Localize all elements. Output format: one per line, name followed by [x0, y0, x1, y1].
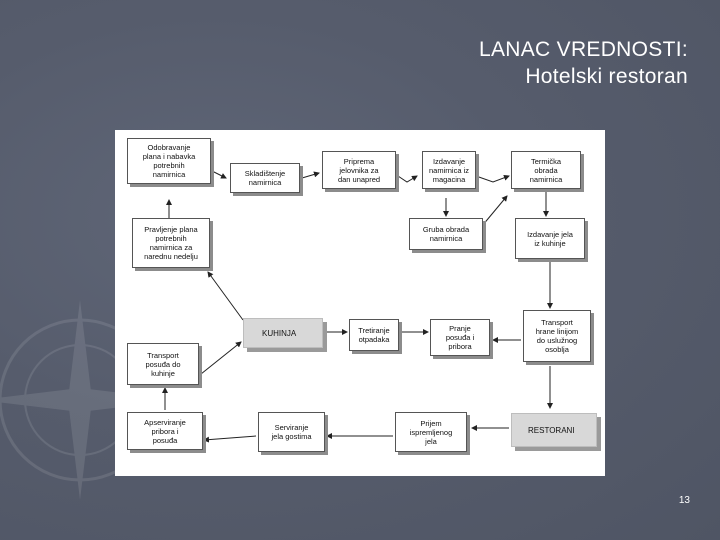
- box-odobravanje: Odobravanje plana i nabavka potrebnih namirnica: [127, 138, 211, 184]
- box-izdavanje-jela: Izdavanje jela iz kuhinje: [515, 218, 585, 259]
- box-gruba: Gruba obrada namirnica: [409, 218, 483, 250]
- box-transport-hrane: Transport hrane linijom do uslužnog osoblja: [523, 310, 591, 362]
- arrow-priprema-izdavanje: [398, 176, 417, 182]
- arrow-transport-kuhinja: [201, 342, 241, 374]
- arrow-skladistenje-priprema: [302, 173, 319, 178]
- box-serviranje: Serviranje jela gostima: [258, 412, 325, 452]
- box-skladistenje: Skladištenje namirnica: [230, 163, 300, 193]
- box-transport-posudja: Transport posuđa do kuhinje: [127, 343, 199, 385]
- box-prijem: Prijem ispremljenog jela: [395, 412, 467, 452]
- arrow-kuhinja-pravljenje: [208, 272, 243, 320]
- title-line-1: LANAC VREDNOSTI:: [478, 38, 688, 61]
- arrow-izdavanje-termicka: [476, 176, 509, 182]
- arrow-odobravanje-skladistenje: [210, 170, 226, 178]
- slide-title: [479, 36, 688, 90]
- arrow-serviranje-apserviranje: [204, 436, 256, 440]
- page-number: 13: [678, 495, 690, 506]
- box-tretiranje: Tretiranje otpadaka: [349, 319, 399, 351]
- box-pranje: Pranje posuđa i pribora: [430, 319, 490, 356]
- box-kuhinja: KUHINJA: [243, 318, 323, 348]
- box-pravljenje: Pravljenje plana potrebnih namirnica za narednu nedelju: [132, 218, 210, 268]
- value-chain-diagram: [115, 130, 605, 476]
- box-restorani: RESTORANI: [511, 413, 597, 447]
- box-izdavanje-namirnica: Izdavanje namirnica iz magacina: [422, 151, 476, 189]
- box-termicka: Termička obrada namirnica: [511, 151, 581, 189]
- title-line-2: Hotelski restoran: [525, 65, 688, 88]
- box-apserviranje: Apserviranje pribora i posuđa: [127, 412, 203, 450]
- box-priprema: Priprema jelovnika za dan unapred: [322, 151, 396, 189]
